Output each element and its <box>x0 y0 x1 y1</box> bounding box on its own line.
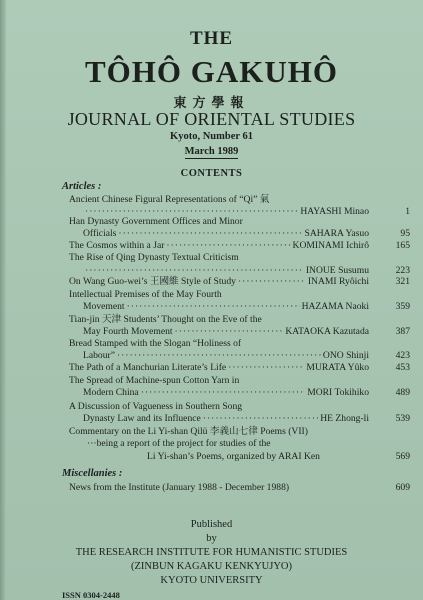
entry-author: ARAI Ken <box>278 450 320 462</box>
entry-author-line <box>69 451 369 463</box>
entry-title-line: Dynasty Law and its Influence <box>83 413 201 425</box>
leader-dots <box>228 362 304 374</box>
toc-entry <box>69 252 369 278</box>
entry-author: MURATA Yûko <box>306 362 369 373</box>
entry-author-line <box>69 276 369 288</box>
entry-author: HE Zhong-li <box>320 413 369 425</box>
toc-entry <box>69 314 369 339</box>
entry-title-line: May Fourth Movement <box>83 326 173 338</box>
entry-page: 423 <box>395 350 410 361</box>
leader-dots <box>238 276 306 288</box>
toc-entry <box>69 426 369 463</box>
entry-title-line: Bread Stamped with the Slogan “Holiness of <box>69 338 242 349</box>
publisher-name: THE RESEARCH INSTITUTE FOR HUMANISTIC STUDIES <box>75 547 348 558</box>
entry-title-line: The Spread of Machine-spun Cotton Yarn in <box>69 375 240 386</box>
entry-author: ONO Shinji <box>322 350 369 362</box>
entry-title-line: Commentary on the Li Yi-shan Qilü 李義山七律 Poems (VII) <box>69 426 308 437</box>
issue-number: Kyoto, Number 61 <box>170 131 253 142</box>
entry-title-line: The Path of a Manchurian Literate’s Life <box>69 362 227 373</box>
toc-entry <box>69 375 369 400</box>
articles-heading: Articles : <box>62 181 102 192</box>
entry-author: INAMI Ryôichi <box>307 276 369 287</box>
contents-heading: CONTENTS <box>180 168 243 179</box>
entry-page: 387 <box>395 326 410 337</box>
entry-author: INOUE Susumu <box>305 265 369 277</box>
entry-author-line <box>69 413 369 425</box>
entry-title-line: Labour” <box>83 350 115 362</box>
toc-entry <box>69 401 369 426</box>
toc-entry <box>69 276 369 288</box>
leader-dots <box>117 350 321 362</box>
title-the: THE <box>189 28 234 49</box>
toc-entry <box>69 240 369 252</box>
entry-title-line: A Discussion of Vagueness in Southern Song <box>69 401 243 412</box>
entry-author-line <box>69 326 369 338</box>
entry-title-line: Han Dynasty Government Offices and Minor <box>69 216 243 227</box>
publisher-university: KYOTO UNIVERSITY <box>160 575 263 586</box>
entry-page: 609 <box>395 482 410 493</box>
entry-author: SAHARA Yasuo <box>304 228 369 240</box>
entry-title-line: Officials <box>83 228 117 240</box>
entry-page: 1 <box>405 206 410 217</box>
entry-title-line: Li Yi-shan’s Poems, organized by <box>147 450 277 462</box>
toc-entry <box>69 216 369 241</box>
entry-author: HAZAMA Naoki <box>301 301 369 313</box>
entry-page: 321 <box>395 276 410 287</box>
entry-page: 453 <box>395 362 410 373</box>
entry-page: 539 <box>395 413 410 424</box>
entry-author-line <box>69 350 369 362</box>
entry-title-line: On Wang Guo-wei’s 王國維 Style of Study <box>69 276 236 287</box>
leader-dots <box>118 228 302 240</box>
entry-title-line: Ancient Chinese Figural Representations of “Qi” 氣 <box>69 194 270 205</box>
journal-title-cjk: 東方學報 <box>173 96 250 111</box>
entry-page: 569 <box>395 451 410 462</box>
entry-author: KATAOKA Kazutada <box>285 326 369 338</box>
leader-dots <box>141 387 306 399</box>
entry-title-line: Tian-jin 天津 Students’ Thought on the Eve of the <box>69 314 262 325</box>
miscellanies-heading: Miscellanies : <box>62 468 123 479</box>
entry-author: HAYASHI Minao <box>300 206 369 218</box>
issn-number: ISSN 0304-2448 <box>62 590 120 600</box>
entry-author-line <box>69 228 369 240</box>
entry-author-line <box>69 240 369 252</box>
toc-entry <box>69 194 369 219</box>
entry-title-line: The Cosmos within a Jar <box>69 240 165 251</box>
issue-date <box>0 146 423 157</box>
entry-author-line <box>69 301 369 313</box>
toc-entry <box>69 362 369 374</box>
leader-dots <box>127 301 300 313</box>
leader-dots <box>175 326 284 338</box>
leader-dots <box>166 240 290 252</box>
spine-edge <box>0 0 6 600</box>
entry-author-line <box>69 362 369 374</box>
entry-title-line: Intellectual Premises of the May Fourth <box>69 289 222 300</box>
entry-page: 359 <box>395 301 410 312</box>
journal-title: TÔHÔ GAKUHÔ <box>85 54 338 89</box>
toc-entry <box>69 338 369 363</box>
entry-author: KOMINAMI Ichirô <box>292 240 369 251</box>
entry-page: 223 <box>395 265 410 276</box>
entry-title-line: Modern China <box>83 387 139 399</box>
toc-entry <box>69 289 369 314</box>
entry-author: MORI Tokihiko <box>307 387 369 399</box>
issue-date-text: March 1989 <box>184 146 239 157</box>
entry-page: 95 <box>400 228 410 239</box>
entry-title-line: News from the Institute (January 1988 - December 1988) <box>69 482 290 493</box>
journal-subtitle: JOURNAL OF ORIENTAL STUDIES <box>67 109 356 129</box>
by-label: by <box>206 533 217 544</box>
entry-title-line: ···being a report of the project for studies of the <box>87 438 271 450</box>
entry-title-line: Movement <box>83 301 125 313</box>
leader-dots <box>203 413 318 425</box>
entry-page: 165 <box>395 240 410 251</box>
entry-author-line <box>69 387 369 399</box>
toc-entry <box>69 482 369 494</box>
published-label: Published <box>190 519 233 530</box>
publisher-alt-name: (ZINBUN KAGAKU KENKYUJYO) <box>131 561 292 572</box>
entry-title-line: The Rise of Qing Dynasty Textual Criticism <box>69 252 239 263</box>
entry-page: 489 <box>395 387 410 398</box>
